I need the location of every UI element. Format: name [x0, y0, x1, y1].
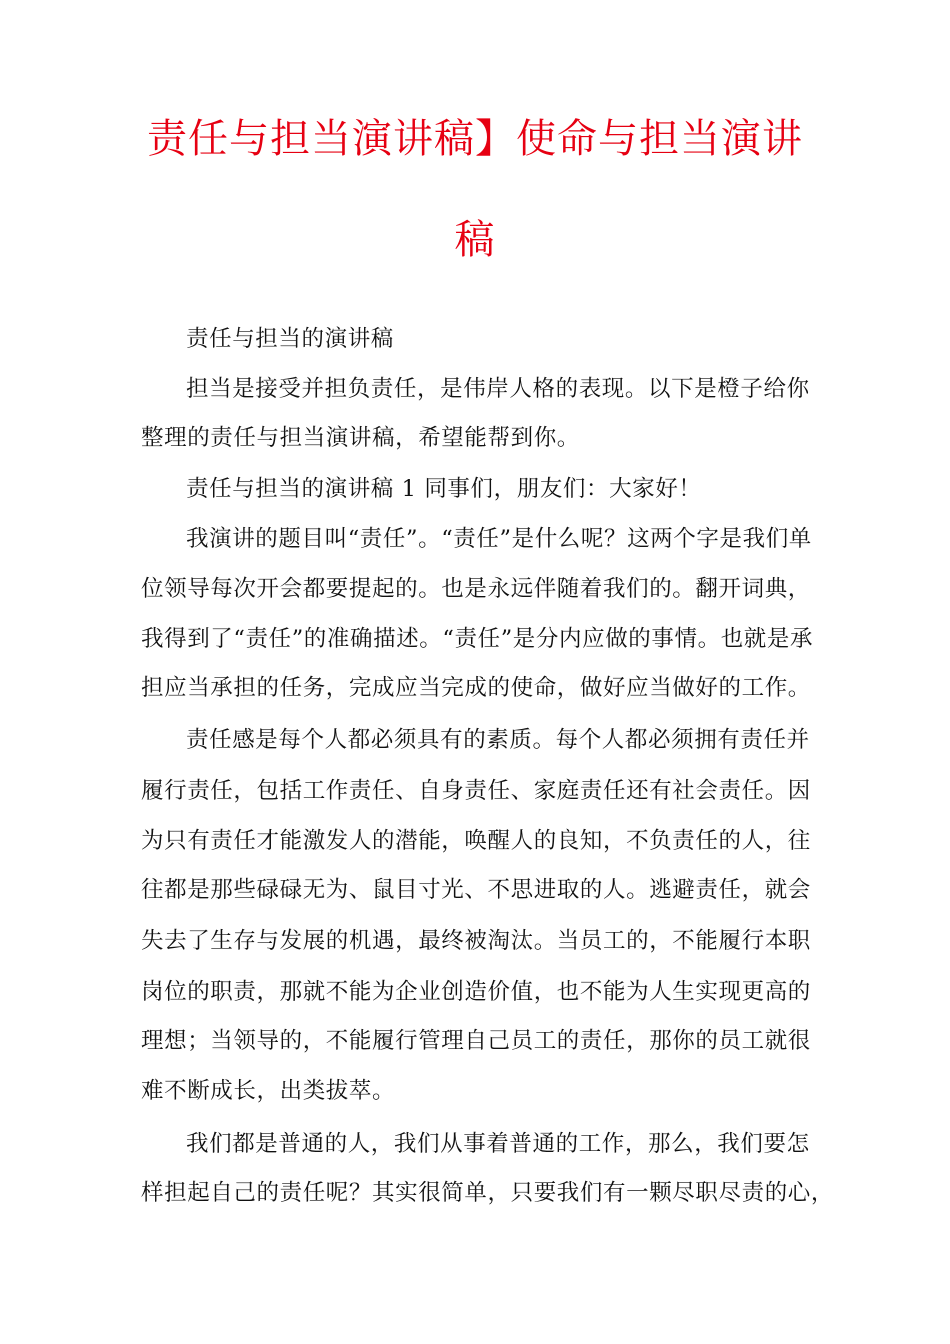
paragraph-line: 我们都是普通的人，我们从事着普通的工作，那么，我们要怎 [186, 1131, 810, 1157]
document-title-line-1: 责任与担当演讲稿】使命与担当演讲 [147, 116, 803, 162]
document-title-line-2: 稿 [454, 217, 496, 263]
paragraph-line: 担应当承担的任务，完成应当完成的使命，做好应当做好的工作。 [141, 675, 811, 701]
paragraph-line: 整理的责任与担当演讲稿，希望能帮到你。 [141, 425, 580, 451]
paragraph-line: 责任与担当的演讲稿 1 同事们，朋友们：大家好！ [186, 476, 702, 502]
paragraph-line: 履行责任，包括工作责任、自身责任、家庭责任还有社会责任。因 [141, 778, 811, 804]
paragraph-line: 担当是接受并担负责任，是伟岸人格的表现。以下是橙子给你 [186, 376, 810, 402]
subtitle-line: 责任与担当的演讲稿 [186, 326, 394, 352]
paragraph-line: 难不断成长，出类拔萃。 [141, 1078, 396, 1104]
paragraph-line: 为只有责任才能激发人的潜能，唤醒人的良知，不负责任的人，往 [141, 828, 811, 854]
paragraph-line: 位领导每次开会都要提起的。也是永远伴随着我们的。翻开词典， [141, 576, 811, 602]
paragraph-line: 我得到了“责任”的准确描述。“责任”是分内应做的事情。也就是承 [141, 626, 814, 652]
paragraph-line: 岗位的职责，那就不能为企业创造价值，也不能为人生实现更高的 [141, 979, 811, 1005]
paragraph-line: 理想；当领导的，不能履行管理自己员工的责任，那你的员工就很 [141, 1028, 811, 1054]
paragraph-line: 失去了生存与发展的机遇，最终被淘汰。当员工的，不能履行本职 [141, 928, 811, 954]
paragraph-line: 样担起自己的责任呢？其实很简单，只要我们有一颗尽职尽责的心， [141, 1180, 835, 1206]
paragraph-line: 我演讲的题目叫“责任”。“责任”是什么呢？这两个字是我们单 [186, 526, 812, 552]
paragraph-line: 往都是那些碌碌无为、鼠目寸光、不思进取的人。逃避责任，就会 [141, 877, 811, 903]
paragraph-line: 责任感是每个人都必须具有的素质。每个人都必须拥有责任并 [186, 727, 810, 753]
